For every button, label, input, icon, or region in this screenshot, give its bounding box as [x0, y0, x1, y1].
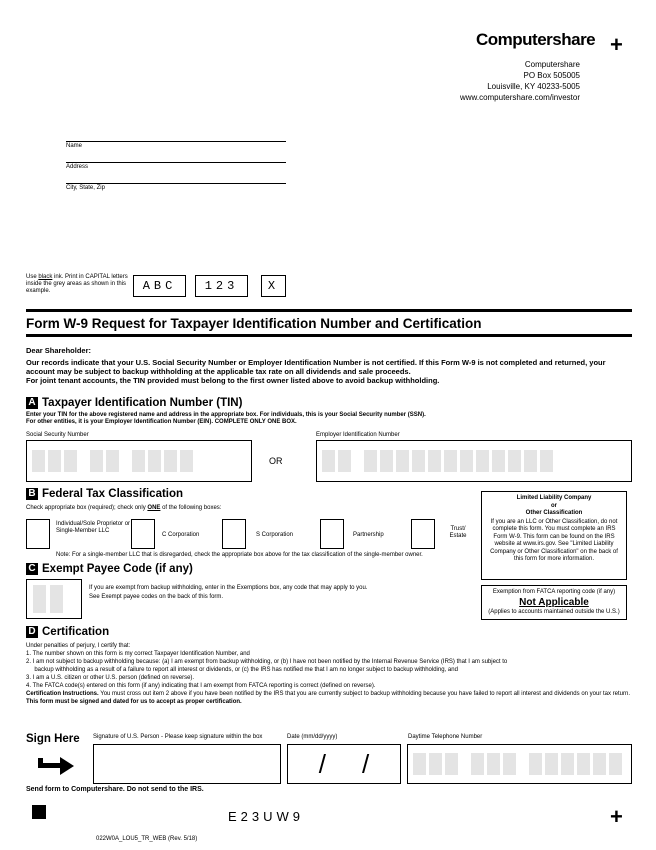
llc-text: If you are an LLC or Other Classification, do not complete this form. You must complete an IRS Form W-9. This form can be found on the IRS website at www.irs.gov. See "Limited Liability Company or Other Classification" on the back of this form for more information. [490, 518, 618, 562]
checkbox-s-corporation[interactable] [222, 519, 246, 549]
example-box-numbers: 123 [195, 275, 248, 297]
section-a-instructions [26, 412, 632, 426]
section-c-header [26, 563, 193, 575]
sign-here-arrow-icon [36, 755, 76, 777]
example-box-letters: ABC [133, 275, 186, 297]
section-c-badge: C [26, 563, 38, 575]
section-b-badge: B [26, 488, 38, 500]
intro-joint-tenant: For joint tenant accounts, the TIN provided must belong to the first owner listed above to avoid backup withholding. [26, 376, 440, 385]
example-instruction: Use black ink. Print in CAPITAL letters inside the grey areas as shown in this example. [26, 274, 128, 294]
section-d-header [26, 626, 109, 638]
section-b-instruction: Check appropriate box (required); check only ONE of the following boxes: [26, 505, 222, 511]
address-line: Louisville, KY 40233-5005 [487, 82, 580, 91]
form-code: E23UW9 [228, 809, 305, 824]
checkbox-c-corporation[interactable] [131, 519, 155, 549]
send-instruction: Send form to Computershare. Do not send to the IRS. [26, 786, 204, 793]
fatca-box [481, 585, 627, 620]
llc-info-box [481, 491, 627, 580]
llc-or: or [551, 502, 557, 509]
ssn-input[interactable] [26, 440, 252, 482]
must-sign-note: This form must be signed and dated for us to accept as proper certification. [26, 699, 242, 705]
cert-instructions: Certification Instructions. You must cross out item 2 above if you have been notified by the IRS that you are currently subject to backup withholding because you have failed to report all interest and dividends on your tax return. [26, 691, 631, 697]
signature-label: Signature of U.S. Person - Please keep signature within the box [93, 734, 263, 740]
sign-here-label: Sign Here [26, 733, 80, 745]
name-field[interactable]: Name [66, 141, 286, 149]
form-title: Form W-9 Request for Taxpayer Identification Number and Certification [26, 316, 482, 331]
or-label: OR [269, 456, 283, 466]
checkbox-trust-estate[interactable] [411, 519, 435, 549]
date-input[interactable]: / / [287, 744, 401, 784]
section-a-badge: A [26, 397, 38, 409]
option-individual-label: Individual/Sole Proprietor or Single-Member LLC [56, 521, 131, 534]
title-top-rule [26, 309, 632, 312]
llc-note: Note: For a single-member LLC that is disregarded, check the appropriate box above for the tax classification of the single-member owner. [56, 552, 423, 558]
ssn-label: Social Security Number [26, 432, 89, 438]
address-line: www.computershare.com/investor [459, 93, 580, 102]
address-field[interactable]: Address [66, 162, 286, 170]
option-s-corp-label: S Corporation [256, 532, 294, 538]
option-c-corp-label: C Corporation [162, 532, 200, 538]
greeting: Dear Shareholder: [26, 346, 92, 355]
address-line: Computershare [524, 60, 580, 69]
exempt-instruction-2: See Exempt payee codes on the back of this form. [89, 594, 224, 600]
llc-other: Other Classification [525, 510, 583, 516]
title-bottom-rule [26, 334, 632, 337]
section-c-text [89, 585, 368, 601]
fatca-note: (Applies to accounts maintained outside the U.S.) [488, 608, 620, 615]
intro [26, 346, 632, 385]
registration-plus-mark-bottom: + [610, 804, 623, 829]
section-d-title: Certification [42, 626, 110, 638]
exempt-instruction-1: If you are exempt from backup withholding, enter in the Exemptions box, any code that may apply to you. [89, 585, 368, 591]
phone-input[interactable] [407, 744, 632, 784]
ein-input[interactable] [316, 440, 632, 482]
cert-item: 2. I am not subject to backup withholding because: (a) I am exempt from backup withholding, or (b) I have not been notified by the Internal Revenue Service (IRS) that I am subject to [26, 659, 508, 665]
tin-instruction-2: For other entities, it is your Employer Identification Number (EIN). COMPLETE ONLY ONE BOX. [26, 419, 297, 425]
computershare-logo: Computershare [476, 30, 596, 49]
section-a-header [26, 397, 242, 409]
option-partnership-label: Partnership [353, 532, 384, 538]
cert-item: 4. The FATCA code(s) entered on this form (if any) indicating that I am exempt from FATCA reporting is correct (defined on reverse). [26, 683, 376, 689]
example-box-check: X [261, 275, 286, 297]
certification-text [26, 642, 632, 706]
form-id: 022W0A_LOU5_TR_WEB (Rev. 5/18) [96, 836, 198, 842]
intro-paragraph: Our records indicate that your U.S. Social Security Number or Employer Identification Number is not certified. If this Form W-9 is not completed and returned, your account may be subject to backup withholding at the applicable tax rate on all dividends and sale proceeds. [26, 358, 606, 376]
ein-label: Employer Identification Number [316, 432, 400, 438]
exempt-payee-code-input[interactable] [26, 579, 82, 619]
tin-instruction-1: Enter your TIN for the above registered name and address in the appropriate box. For individuals, this is your Social Security number (SSN). [26, 412, 426, 418]
cert-intro: Under penalties of perjury, I certify that: [26, 643, 131, 649]
section-c-title: Exempt Payee Code (if any) [42, 563, 193, 575]
fatca-value: Not Applicable [519, 596, 589, 608]
cert-item: 3. I am a U.S. citizen or other U.S. person (defined on reverse). [26, 675, 195, 681]
section-b-title: Federal Tax Classification [42, 488, 184, 500]
city-state-zip-field[interactable]: City, State, Zip [66, 183, 286, 191]
date-label: Date (mm/dd/yyyy) [287, 734, 338, 740]
cert-item: 1. The number shown on this form is my correct Taxpayer Identification Number, and [26, 651, 250, 657]
checkbox-individual[interactable] [26, 519, 50, 549]
phone-label: Daytime Telephone Number [408, 734, 483, 740]
signature-input[interactable] [93, 744, 281, 784]
llc-title: Limited Liability Company [516, 495, 592, 501]
section-d-badge: D [26, 626, 38, 638]
address-line: PO Box 505005 [523, 71, 580, 80]
option-trust-label: Trust/ Estate [449, 526, 467, 539]
return-address [460, 59, 580, 103]
section-a-title: Taxpayer Identification Number (TIN) [42, 397, 243, 409]
fatca-label: Exemption from FATCA reporting code (if any) [492, 589, 616, 595]
registration-plus-mark-top: + [610, 32, 623, 57]
cert-item: backup withholding as a result of a failure to report all interest or dividends, or (c) the IRS has notified me that I am no longer subject to backup withholding, and [26, 667, 458, 673]
registration-marker [32, 805, 46, 819]
checkbox-partnership[interactable] [320, 519, 344, 549]
section-b-header [26, 488, 183, 500]
